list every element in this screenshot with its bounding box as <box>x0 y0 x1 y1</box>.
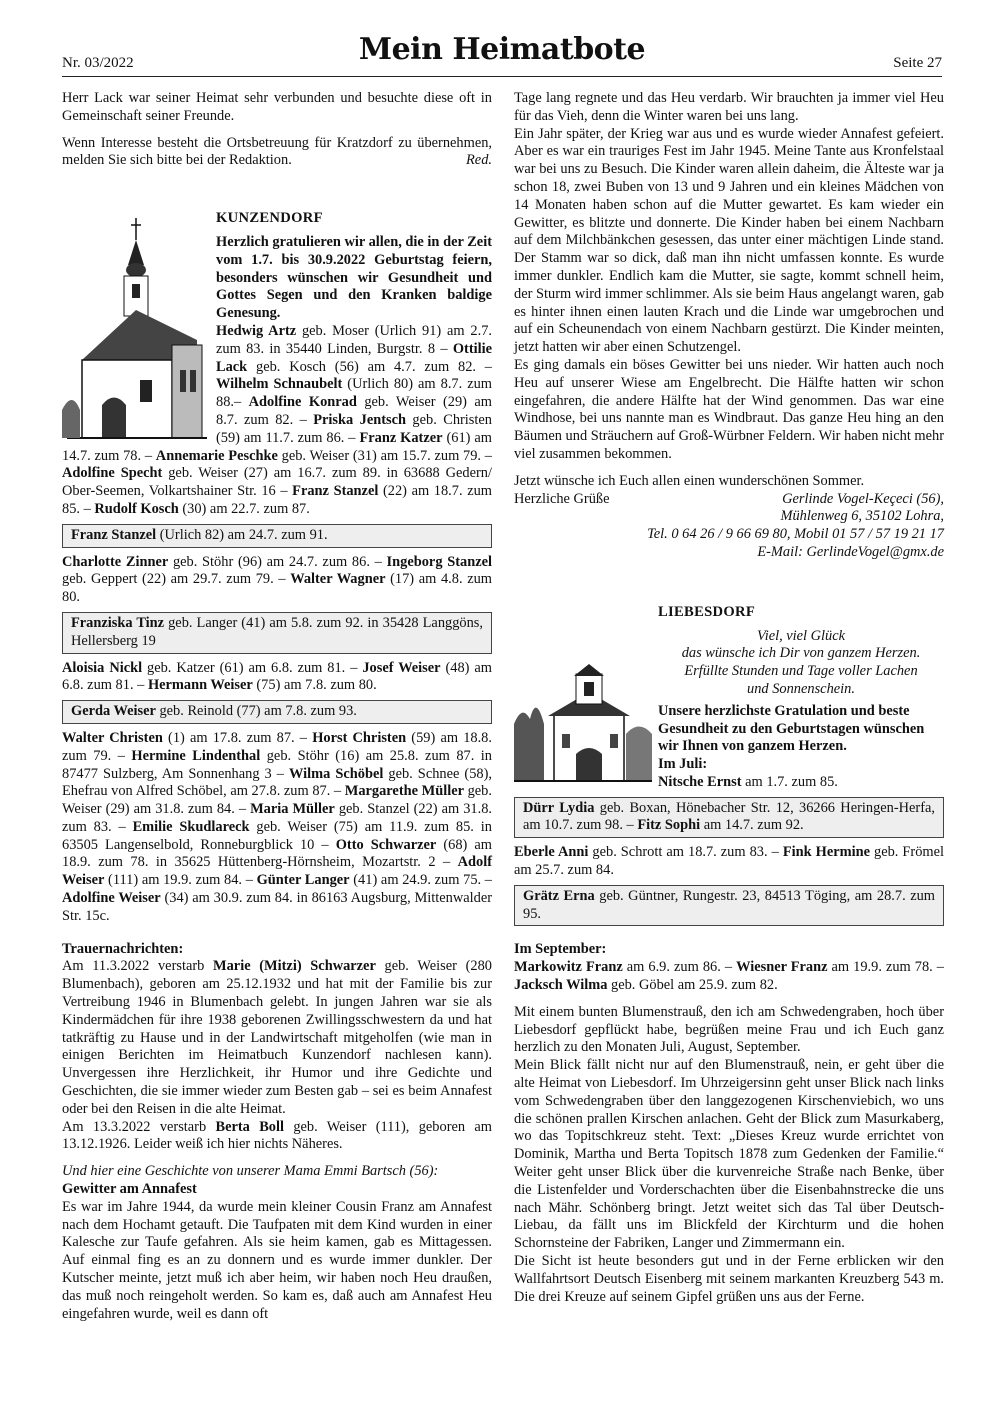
entry-details: (1) am 17.8. zum 87. – <box>162 729 313 746</box>
liebesdorf-section <box>514 604 944 792</box>
person-name: Annemarie Peschke <box>155 447 278 464</box>
poem-line: Erfüllte Stunden und Tage voller Lachen <box>684 663 918 680</box>
left-column <box>62 90 492 1323</box>
entry-details: Am 13.3.2022 verstarb <box>62 1118 216 1135</box>
page-header <box>62 30 942 77</box>
highlight-box-3 <box>62 700 492 724</box>
person-name: Hedwig Artz <box>216 322 297 339</box>
person-name: Otto Schwarzer <box>335 836 437 853</box>
entry-details: geb. Weiser (75) am 11.9. zum 85. in 63505 Langenselbold, Ronneburgblick 10 – <box>62 818 492 853</box>
person-name: Fitz Sophi <box>637 817 701 834</box>
person-name: Charlotte Zinner <box>62 553 169 570</box>
signature-email: E-Mail: GerlindeVogel@gmx.de <box>757 543 944 560</box>
person-name: Günter Langer <box>256 872 350 889</box>
mourning-entry-2 <box>62 1119 492 1155</box>
kunzendorf-title: KUNZENDORF <box>216 210 323 227</box>
person-name: Hermine Lindenthal <box>131 747 261 764</box>
entry-details: geb. Weiser (111), geboren am 13.12.1926. Leider weiß ich hier nichts Näheres. <box>62 1118 492 1153</box>
person-name: Franziska Tinz <box>71 614 165 631</box>
highlight-box-4 <box>514 797 944 839</box>
entry-details: am 14.7. zum 92. <box>700 817 804 834</box>
person-name: Berta Boll <box>215 1118 284 1135</box>
person-name: Maria Müller <box>250 801 335 818</box>
september-list <box>514 959 944 995</box>
story-title: Gewitter am Annafest <box>62 1181 197 1198</box>
person-name: Aloisia Nickl <box>62 659 143 676</box>
highlight-box-2 <box>62 612 492 654</box>
kunzendorf-greeting: Herzlich gratulieren wir allen, die in der Zeit vom 1.7. bis 30.9.2022 Geburtstag feiern, besonders wünschen wir Gesundheit und Gottes Segen und den Kranken baldige Genesung. <box>216 233 492 322</box>
entry-details: (68) am 18.9. zum 78. in 35625 Hüttenberg-Hörnsheim, Mozartstr. 2 – <box>62 836 492 871</box>
poem-line: Viel, viel Glück <box>756 627 846 644</box>
story-paragraph-2: Tage lang regnete und das Heu verdarb. Wir brauchten ja immer viel Heu für das Vieh, denn die Winter waren bei uns lang. <box>514 90 944 124</box>
poem-line: und Sonnenschein. <box>747 680 855 697</box>
person-name: Priska Jentsch <box>313 411 406 428</box>
entry-details: (30) am 22.7. zum 87. <box>178 500 310 517</box>
story-intro: Und hier eine Geschichte von unserer Mama Emmi Bartsch (56): <box>62 1163 439 1180</box>
signature-phone: Tel. 0 64 26 / 9 66 69 80, Mobil 01 57 / 57 19 21 17 <box>647 526 944 543</box>
person-name: Adolfine Konrad <box>248 394 357 411</box>
entry-details: geb. Katzer (61) am 6.8. zum 81. – <box>142 659 363 676</box>
entry-details: geb. Schrott am 18.7. zum 83. – <box>588 844 783 861</box>
entry-details: geb. Reinold (77) am 7.8. zum 93. <box>155 703 357 720</box>
page-number: Seite 27 <box>893 55 942 71</box>
signature-name: Gerlinde Vogel-Keçeci (56), <box>782 490 944 507</box>
entry-details: geb. Moser (Urlich 91) am 2.7. zum 83. in 35440 Linden, Burgstr. 8 – <box>216 322 492 357</box>
person-name: Ottilie Lack <box>216 340 492 375</box>
mourning-title: Trauernachrichten: <box>62 940 184 957</box>
birthday-list-2 <box>62 554 492 607</box>
redaktion-signature: Red. <box>466 152 492 169</box>
entry-details: geb. Kosch (56) am 4.7. zum 82. – <box>247 358 492 375</box>
birthday-list-3 <box>62 660 492 696</box>
highlight-box-5 <box>514 885 944 927</box>
entry-details: geb. Stöhr (96) am 24.7. zum 86. – <box>168 553 387 570</box>
person-name: Horst Christen <box>312 729 407 746</box>
person-name: Franz Stanzel <box>71 526 157 543</box>
entry-details: geb. Christen (59) am 11.7. zum 86. – <box>216 411 492 446</box>
entry-details: geb. Weiser (29) am 8.7. zum 82. – <box>216 394 492 428</box>
redaktion-note: Wenn Interesse besteht die Ortsbetreuung für Kratzdorf zu übernehmen, melden Sie sich bitte bei der Redaktion. Red. <box>62 134 492 169</box>
july-list-2 <box>514 844 944 880</box>
entry-details: am 1.7. zum 85. <box>741 773 838 790</box>
september-label: Im September: <box>514 941 607 958</box>
person-name: Franz Katzer <box>359 429 443 446</box>
greeting-paragraph-1: Mit einem bunten Blumenstrauß, den ich am Schwedengraben, hoch über Liebesdorf gepflückt habe, begrüßen meine Frau und ich Euch ganz herzlich zu den Monaten Juli, August, September. <box>514 1003 944 1056</box>
intro-paragraph: Herr Lack war seiner Heimat sehr verbunden und besuchte diese oft in Gemeinschaft seiner Freunde. <box>62 90 492 124</box>
church-illustration <box>62 210 210 445</box>
signature-row <box>514 491 944 509</box>
liebesdorf-greeting: Unsere herzlichste Gratulation und beste Gesundheit zu den Geburtstagen wünschen wir Ihnen von ganzem Herzen. <box>658 702 925 755</box>
person-name: Fink Hermine <box>782 844 870 861</box>
entry-details: (17) am 4.8. zum 80. <box>62 571 492 606</box>
liebesdorf-title: LIEBESDORF <box>658 603 756 620</box>
entry-details: geb. Weiser (31) am 15.7. zum 79. – <box>277 447 492 464</box>
highlight-box-1 <box>62 524 492 548</box>
person-name: Emilie Skudlareck <box>132 818 250 835</box>
story-paragraph-1: Es war im Jahre 1944, da wurde mein kleiner Cousin Franz am Annafest nach dem Hochamt getauft. Die Taufpaten mit dem Kind wurden in einer Kalesche zur Taufe gefahren. Als sie heim kamen, gab es Mittagessen. Auf einmal fing es an zu donnern und es wurde immer dunkler. Der Kutscher meinte, jetzt muß ich aber heim, wir haben noch Heu draußen, das muß noch reingeholt werden. So kam es, daß auch am Annafest Heu eingefahren wurde, weil es dann oft <box>62 1198 492 1322</box>
chapel-illustration <box>514 664 652 782</box>
poem-line: das wünsche ich Dir von ganzem Herzen. <box>681 645 921 662</box>
person-name: Dürr Lydia <box>523 799 595 816</box>
entry-details: (59) am 18.8. zum 79. – <box>62 729 492 764</box>
person-name: Josef Weiser <box>362 659 441 676</box>
person-name: Grätz Erna <box>523 887 595 904</box>
person-name: Adolfine Weiser <box>62 890 161 907</box>
highlight-entry <box>71 527 483 545</box>
summer-wish: Jetzt wünsche ich Euch allen einen wunderschönen Sommer. <box>514 472 865 489</box>
entry-details: geb. Weiser (27) am 16.7. zum 89. in 63688 Gedern/ Ober-Seemen, Volkartshainer Str. 16 – <box>62 465 492 500</box>
birthday-list-4 <box>62 730 492 926</box>
entry-details: geb. Geppert (22) am 29.7. zum 79. – <box>62 571 291 588</box>
entry-details: geb. Langer (41) am 5.8. zum 92. in 35428 Langgöns, Hellersberg 19 <box>71 614 483 649</box>
kunzendorf-section <box>62 210 492 519</box>
story-paragraph-4: Es ging damals ein böses Gewitter bei uns nieder. Wir hatten auch noch Heu auf unserer Wiese am Engelbrecht. Die Hälfte hatten wir schon eingefahren, die andere Hälfte hat der Wind genommen. Das war eine Windhose, bei uns nannte man es Windbraut. Das ganze Heu hing an den Bäumen und Sträuchern auf Groß-Würbner Feldern. Wir haben nicht mehr viel zusammen bekommen. <box>514 356 944 462</box>
entry-details: geb. Stöhr (16) am 25.8. zum 87. in 87477 Sulzberg, Am Sonnenhang 3 – <box>62 747 492 782</box>
highlight-entry <box>523 888 935 924</box>
mourning-entry-1 <box>62 958 492 1118</box>
signature-greeting: Herzliche Grüße <box>514 490 610 507</box>
entry-details: Am 11.3.2022 verstarb <box>62 958 214 975</box>
person-name: Rudolf Kosch <box>94 500 179 517</box>
person-name: Markowitz Franz <box>514 959 623 976</box>
signature-address: Mühlenweg 6, 35102 Lohra, <box>780 508 944 525</box>
person-name: Walter Wagner <box>290 571 386 588</box>
entry-details: (48) am 6.8. zum 81. – <box>62 659 492 694</box>
right-column <box>514 90 944 1306</box>
entry-details: (61) am 14.7. zum 78. – <box>62 429 492 464</box>
person-name: Ingeborg Stanzel <box>386 553 492 570</box>
person-name: Jacksch Wilma <box>514 977 608 994</box>
person-name: Franz Stanzel <box>292 483 379 500</box>
person-name: Gerda Weiser <box>71 703 156 720</box>
highlight-entry <box>71 703 483 721</box>
highlight-entry <box>71 615 483 651</box>
entry-details: (Urlich 82) am 24.7. zum 91. <box>156 526 328 543</box>
entry-details: (22) am 18.7. zum 85. – <box>62 483 492 517</box>
entry-details: (Urlich 80) am 8.7. zum 88.– <box>216 376 492 411</box>
person-name: Walter Christen <box>62 729 163 746</box>
entry-details: geb. Frömel am 25.7. zum 84. <box>514 844 944 879</box>
person-name: Wilhelm Schnaubelt <box>216 376 343 393</box>
person-name: Adolf Weiser <box>62 854 492 889</box>
entry-details: am 19.9. zum 78. – <box>827 959 945 976</box>
entry-details: (75) am 7.8. zum 80. <box>252 677 377 694</box>
entry-details: geb. Weiser (280 Blumenbach), geboren am 25.12.1932 und hat mit der Familie bis zur Vertreibung 1946 in Blumenbach gelebt. In jungen Jahren war sie als Kindermädchen für ihre 1938 geborenen Zwillingsschwestern da und hat tatkräftig zu Hause und in der Landwirtschaft mitgeholfen (wie man in einigen Berichten im Heimatbuch Kunzendorf nachlesen kann). Unvergessen ihre Herzlichkeit, ihr Humor und ihre Gedichte und Geschichten, die sie immer wieder zum Besten gab – sei es beim Annafest oder bei den Reisen in die alte Heimat. <box>62 958 492 1117</box>
issue-number: Nr. 03/2022 <box>62 55 134 71</box>
entry-details: (111) am 19.9. zum 84. – <box>104 872 257 889</box>
masthead-logo: Mein Heimatbote <box>358 32 646 67</box>
entry-details: geb. Boxan, Hönebacher Str. 12, 36266 Heringen-Herfa, am 10.7. zum 98. – <box>523 799 935 834</box>
person-name: Margarethe Müller <box>344 783 464 800</box>
highlight-entry <box>523 800 935 836</box>
entry-details: (34) am 30.9. zum 84. in 86163 Augsburg, Mittenwalder Str. 15c. <box>62 890 492 924</box>
entry-details: am 6.9. zum 86. – <box>622 959 737 976</box>
greeting-paragraph-3: Die Sicht ist heute besonders gut und in der Ferne erblicken wir den Wallfahrtsort Deutsch Eisenberg mit seinem markanten Kreuzberg 543 m. Die drei Kreuze auf seinem Gipfel grüßen uns aus der Ferne. <box>514 1253 944 1305</box>
july-label: Im Juli: <box>658 756 708 773</box>
person-name: Marie (Mitzi) Schwarzer <box>213 958 376 975</box>
greeting-paragraph-2: Mein Blick fällt nicht nur auf den Blumenstrauß, nein, er geht über die alte Heimat von Liebesdorf. Im Uhrzeigersinn geht unser Blick nach links vom Schwedengraben über den langgezogenen Kirschenviebich, wo uns die schönen prallen Kirschen anlachen. Geht der Blick zum Masurkaberg, wo das Topitschkreuz steht. Text: „Dieses Kreuz wurde errichtet von Dominik, Martha und Berta Topitsch 1878 zum Gedenken der Familie.“ Weiter geht unser Blick über die kurvenreiche Straße nach Benke, über die Listenfelder und Vorderschachten über die Eisenbahnstrecke die uns nach Mähr. Schönberg bringt. Jetzt weitet sich das Tal über Deutsch-Liebau, da fällt uns im Blickfeld der Kirchturm und die hohen Schornsteine der Fabriken, Langer und Zimmermann ein. <box>514 1057 944 1252</box>
entry-details: geb. Güntner, Rungestr. 23, 84513 Töging, am 28.7. zum 95. <box>523 887 935 922</box>
story-paragraph-3: Ein Jahr später, der Krieg war aus und es wurde wieder Annafest gefeiert. Aber es war ein trauriges Fest im Jahr 1945. Meine Tante aus Kronfelstaal war bei uns zu Besuch. Die Kinder waren allein daheim, die Älteste war ja schon 18, zwei Buben von 13 und 9 Jahren und ein kleines Mädchen von 14 Monaten haben schon auf die Mutter gewartet. Es kam wieder ein Gewitter, es blitzte und donnerte. Die Kinder haben bei einem Nachbarn auf dem Milchbänkchen gesessen, das unter einer mächtigen Linde stand. Der Stamm war so dick, daß man ihn nicht umfassen konnte. Es wurde immer dunkler. Endlich kam die Mutter, sie sagte, kommt schnell heim, der Sturm wird immer schlimmer. Als sie beim Haus angelangt waren, gab es hinter ihnen einen lauten Krach und die Linde war umgebrochen und auf ein Scheunendach von einem Nachbarn gestürzt. Die Kinder meinten, jetzt hatten wir aber einen Schutzengel. <box>514 125 944 356</box>
person-name: Adolfine Specht <box>62 465 163 482</box>
person-name: Eberle Anni <box>514 844 589 861</box>
entry-details: geb. Weiser (29) am 31.8. zum 84. – <box>62 783 492 818</box>
person-name: Nitsche Ernst <box>658 773 742 790</box>
entry-details: geb. Göbel am 25.9. zum 82. <box>607 977 778 994</box>
entry-details: geb. Schnee (58), Ehefrau von Alfred Schöbel, am 27.8. zum 87. – <box>62 765 492 800</box>
person-name: Wiesner Franz <box>736 959 828 976</box>
entry-details: (41) am 24.9. zum 75. – <box>349 872 493 889</box>
person-name: Hermann Weiser <box>147 677 253 694</box>
entry-details: geb. Stanzel (22) am 31.8. zum 83. – <box>62 801 492 835</box>
person-name: Wilma Schöbel <box>289 765 384 782</box>
